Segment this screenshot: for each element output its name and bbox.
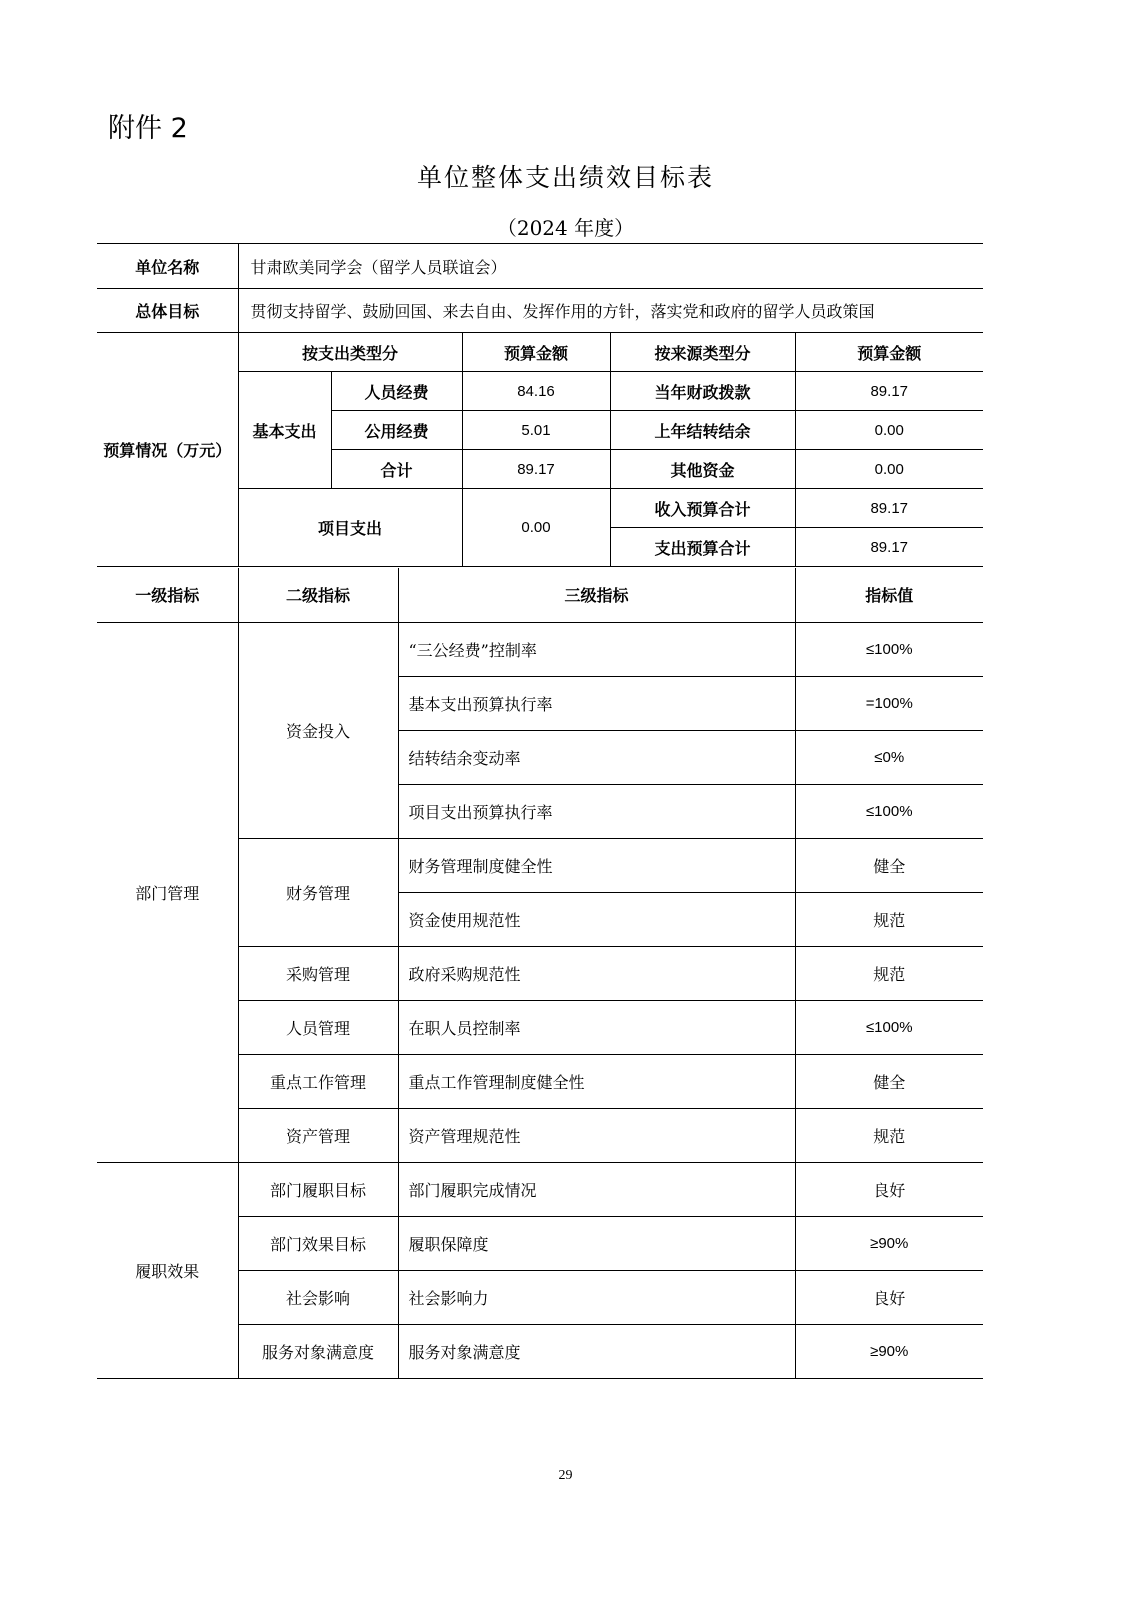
header-amount-2: 预算金额	[795, 333, 983, 372]
dept-management-label: 部门管理	[97, 622, 238, 1162]
value-cell: ≤0%	[795, 730, 983, 784]
value-cell: 健全	[795, 838, 983, 892]
header-by-type: 按支出类型分	[238, 333, 462, 372]
value-cell: 规范	[795, 1108, 983, 1162]
public-value: 5.01	[462, 411, 610, 450]
header-level-1: 一级指标	[97, 568, 238, 622]
personnel-value: 84.16	[462, 372, 610, 411]
level-3-cell: 履职保障度	[398, 1216, 795, 1270]
header-by-source: 按来源类型分	[610, 333, 795, 372]
level-3-cell: 财务管理制度健全性	[398, 838, 795, 892]
level-2-cell: 资产管理	[238, 1108, 398, 1162]
subtotal-label: 合计	[331, 450, 462, 489]
goal-value: 贯彻支持留学、鼓励回国、来去自由、发挥作用的方针，落实党和政府的留学人员政策国	[238, 289, 983, 333]
unit-value: 甘肃欧美同学会（留学人员联谊会）	[238, 244, 983, 289]
goal-row	[97, 289, 983, 333]
page-title: 单位整体支出绩效目标表	[416, 163, 714, 192]
year-subtitle: （2024 年度）	[496, 216, 635, 240]
value-cell: 良好	[795, 1162, 983, 1216]
level-3-cell: 在职人员控制率	[398, 1000, 795, 1054]
basic-expenditure-label: 基本支出	[238, 372, 331, 489]
table-row	[97, 1162, 983, 1216]
value-cell: ≤100%	[795, 784, 983, 838]
value-cell: ≥90%	[795, 1324, 983, 1378]
value-cell: 规范	[795, 892, 983, 946]
unit-label: 单位名称	[97, 244, 238, 289]
source-other-value: 0.00	[795, 450, 983, 489]
level-2-cell: 人员管理	[238, 1000, 398, 1054]
funds-input-label: 资金投入	[238, 622, 398, 838]
value-cell: ≤100%	[795, 622, 983, 676]
source-current-value: 89.17	[795, 372, 983, 411]
value-cell: 规范	[795, 946, 983, 1000]
value-cell: ≤100%	[795, 1000, 983, 1054]
goal-label: 总体目标	[97, 289, 238, 333]
level-2-cell: 服务对象满意度	[238, 1324, 398, 1378]
level-2-cell: 社会影响	[238, 1270, 398, 1324]
value-cell: 健全	[795, 1054, 983, 1108]
attachment-label: 附件 2	[108, 113, 188, 144]
level-3-cell: “三公经费”控制率	[398, 622, 795, 676]
project-expenditure-label: 项目支出	[238, 489, 462, 567]
header-value: 指标值	[795, 568, 983, 622]
header-level-3: 三级指标	[398, 568, 795, 622]
unit-row	[97, 244, 983, 289]
project-expenditure-value: 0.00	[462, 489, 610, 567]
table-row	[97, 622, 983, 676]
level-3-cell: 服务对象满意度	[398, 1324, 795, 1378]
subtotal-value: 89.17	[462, 450, 610, 489]
public-label: 公用经费	[331, 411, 462, 450]
value-cell: =100%	[795, 676, 983, 730]
source-carryover-label: 上年结转结余	[610, 411, 795, 450]
budget-label: 预算情况（万元）	[97, 333, 238, 567]
header-amount: 预算金额	[462, 333, 610, 372]
source-current-label: 当年财政拨款	[610, 372, 795, 411]
level-3-cell: 结转结余变动率	[398, 730, 795, 784]
level-3-cell: 项目支出预算执行率	[398, 784, 795, 838]
source-other-label: 其他资金	[610, 450, 795, 489]
level-3-cell: 重点工作管理制度健全性	[398, 1054, 795, 1108]
indicator-header-row	[97, 568, 983, 622]
value-cell: 良好	[795, 1270, 983, 1324]
level-2-cell: 重点工作管理	[238, 1054, 398, 1108]
level-3-cell: 部门履职完成情况	[398, 1162, 795, 1216]
budget-header-row	[97, 333, 983, 372]
header-level-2: 二级指标	[238, 568, 398, 622]
level-3-cell: 资金使用规范性	[398, 892, 795, 946]
expense-total-label: 支出预算合计	[610, 528, 795, 567]
income-total-label: 收入预算合计	[610, 489, 795, 528]
page-number: 29	[558, 1468, 573, 1483]
level-2-cell: 部门效果目标	[238, 1216, 398, 1270]
indicator-table	[97, 568, 983, 1379]
level-2-cell: 部门履职目标	[238, 1162, 398, 1216]
finance-management-label: 财务管理	[238, 838, 398, 946]
expense-total-value: 89.17	[795, 528, 983, 567]
level-3-cell: 基本支出预算执行率	[398, 676, 795, 730]
level-3-cell: 政府采购规范性	[398, 946, 795, 1000]
level-3-cell: 资产管理规范性	[398, 1108, 795, 1162]
value-cell: ≥90%	[795, 1216, 983, 1270]
personnel-label: 人员经费	[331, 372, 462, 411]
income-total-value: 89.17	[795, 489, 983, 528]
level-3-cell: 社会影响力	[398, 1270, 795, 1324]
budget-table	[97, 243, 983, 567]
performance-effect-label: 履职效果	[97, 1162, 238, 1378]
level-2-cell: 采购管理	[238, 946, 398, 1000]
source-carryover-value: 0.00	[795, 411, 983, 450]
